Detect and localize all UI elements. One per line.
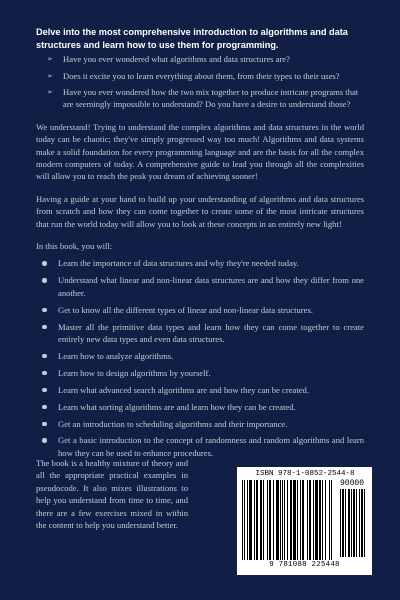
feature-list (36, 257, 364, 459)
price-barcode-bars-icon (340, 489, 368, 557)
feature-item: Learn how to analyze algorithms. (36, 350, 364, 362)
cover-headline: Delve into the most comprehensive introduction to algorithms and data structures and learn how to use them for programming. (36, 27, 348, 50)
closing-paragraph: The book is a healthy mixture of theory and all the appropriate practical examples in pseudocode. It also mixes illustrations to help you understand from time to time, and there are a few exercises mixed in within the content to help you understand better. (36, 458, 188, 531)
question-item: ➢ Have you ever wondered how the two mix together to produce intricate programs that are seemingly impossible to understand? Do you have a desire to understand those? (36, 86, 364, 111)
feature-item: Understand what linear and non-linear data structures are and how they differ from one another. (36, 274, 364, 299)
question-item: ➢ Have you ever wondered what algorithms and data structures are? (36, 53, 364, 65)
isbn-label: ISBN 978-1-0852-2544-8 (255, 470, 355, 478)
feature-item: Learn the importance of data structures and why they're needed today. (36, 257, 364, 269)
feature-item: Learn what advanced search algorithms are and how they can be created. (36, 384, 364, 396)
feature-item: Master all the primitive data types and learn how they can come together to create entirely new data types and even data structures. (36, 321, 364, 346)
barcode-digits: 9 781088 225448 (269, 561, 340, 569)
feature-item: Get to know all the different types of linear and non-linear data structures. (36, 304, 364, 316)
feature-item: Learn what sorting algorithms are and learn how they can be created. (36, 401, 364, 413)
price-code: 90000 (340, 479, 365, 488)
list-intro: In this book, you will: (36, 241, 113, 252)
intro-paragraph: We understand! Trying to understand the complex algorithms and data structures in the world today can be chaotic; they've simply progressed way too much! Algorithms and data systems make a solid foundation for every programming language and are the basis for all the complex modern computers of today. A comprehensive guide to lead you through all the complexities will allow you to reach the peak you dream of achieving sooner! (36, 121, 364, 182)
guide-paragraph: Having a guide at your hand to build up your understanding of algorithms and data structures from scratch and how they can come together to create some of the most intricate structures that run the world today will allow you to look at these concepts in an entirely new light! (36, 193, 364, 229)
barcode-bars-icon (242, 480, 337, 560)
feature-item: Learn how to design algorithms by yourself. (36, 367, 364, 379)
feature-item: Get a basic introduction to the concept of randomness and random algorithms and learn how they can be used to enhance procedures. (36, 434, 364, 459)
question-item: ➢ Does it excite you to learn everything about them, from their types to their uses? (36, 70, 364, 82)
feature-item: Get an introduction to scheduling algorithms and their importance. (36, 418, 364, 430)
isbn-barcode (237, 467, 372, 575)
question-list (36, 53, 364, 111)
